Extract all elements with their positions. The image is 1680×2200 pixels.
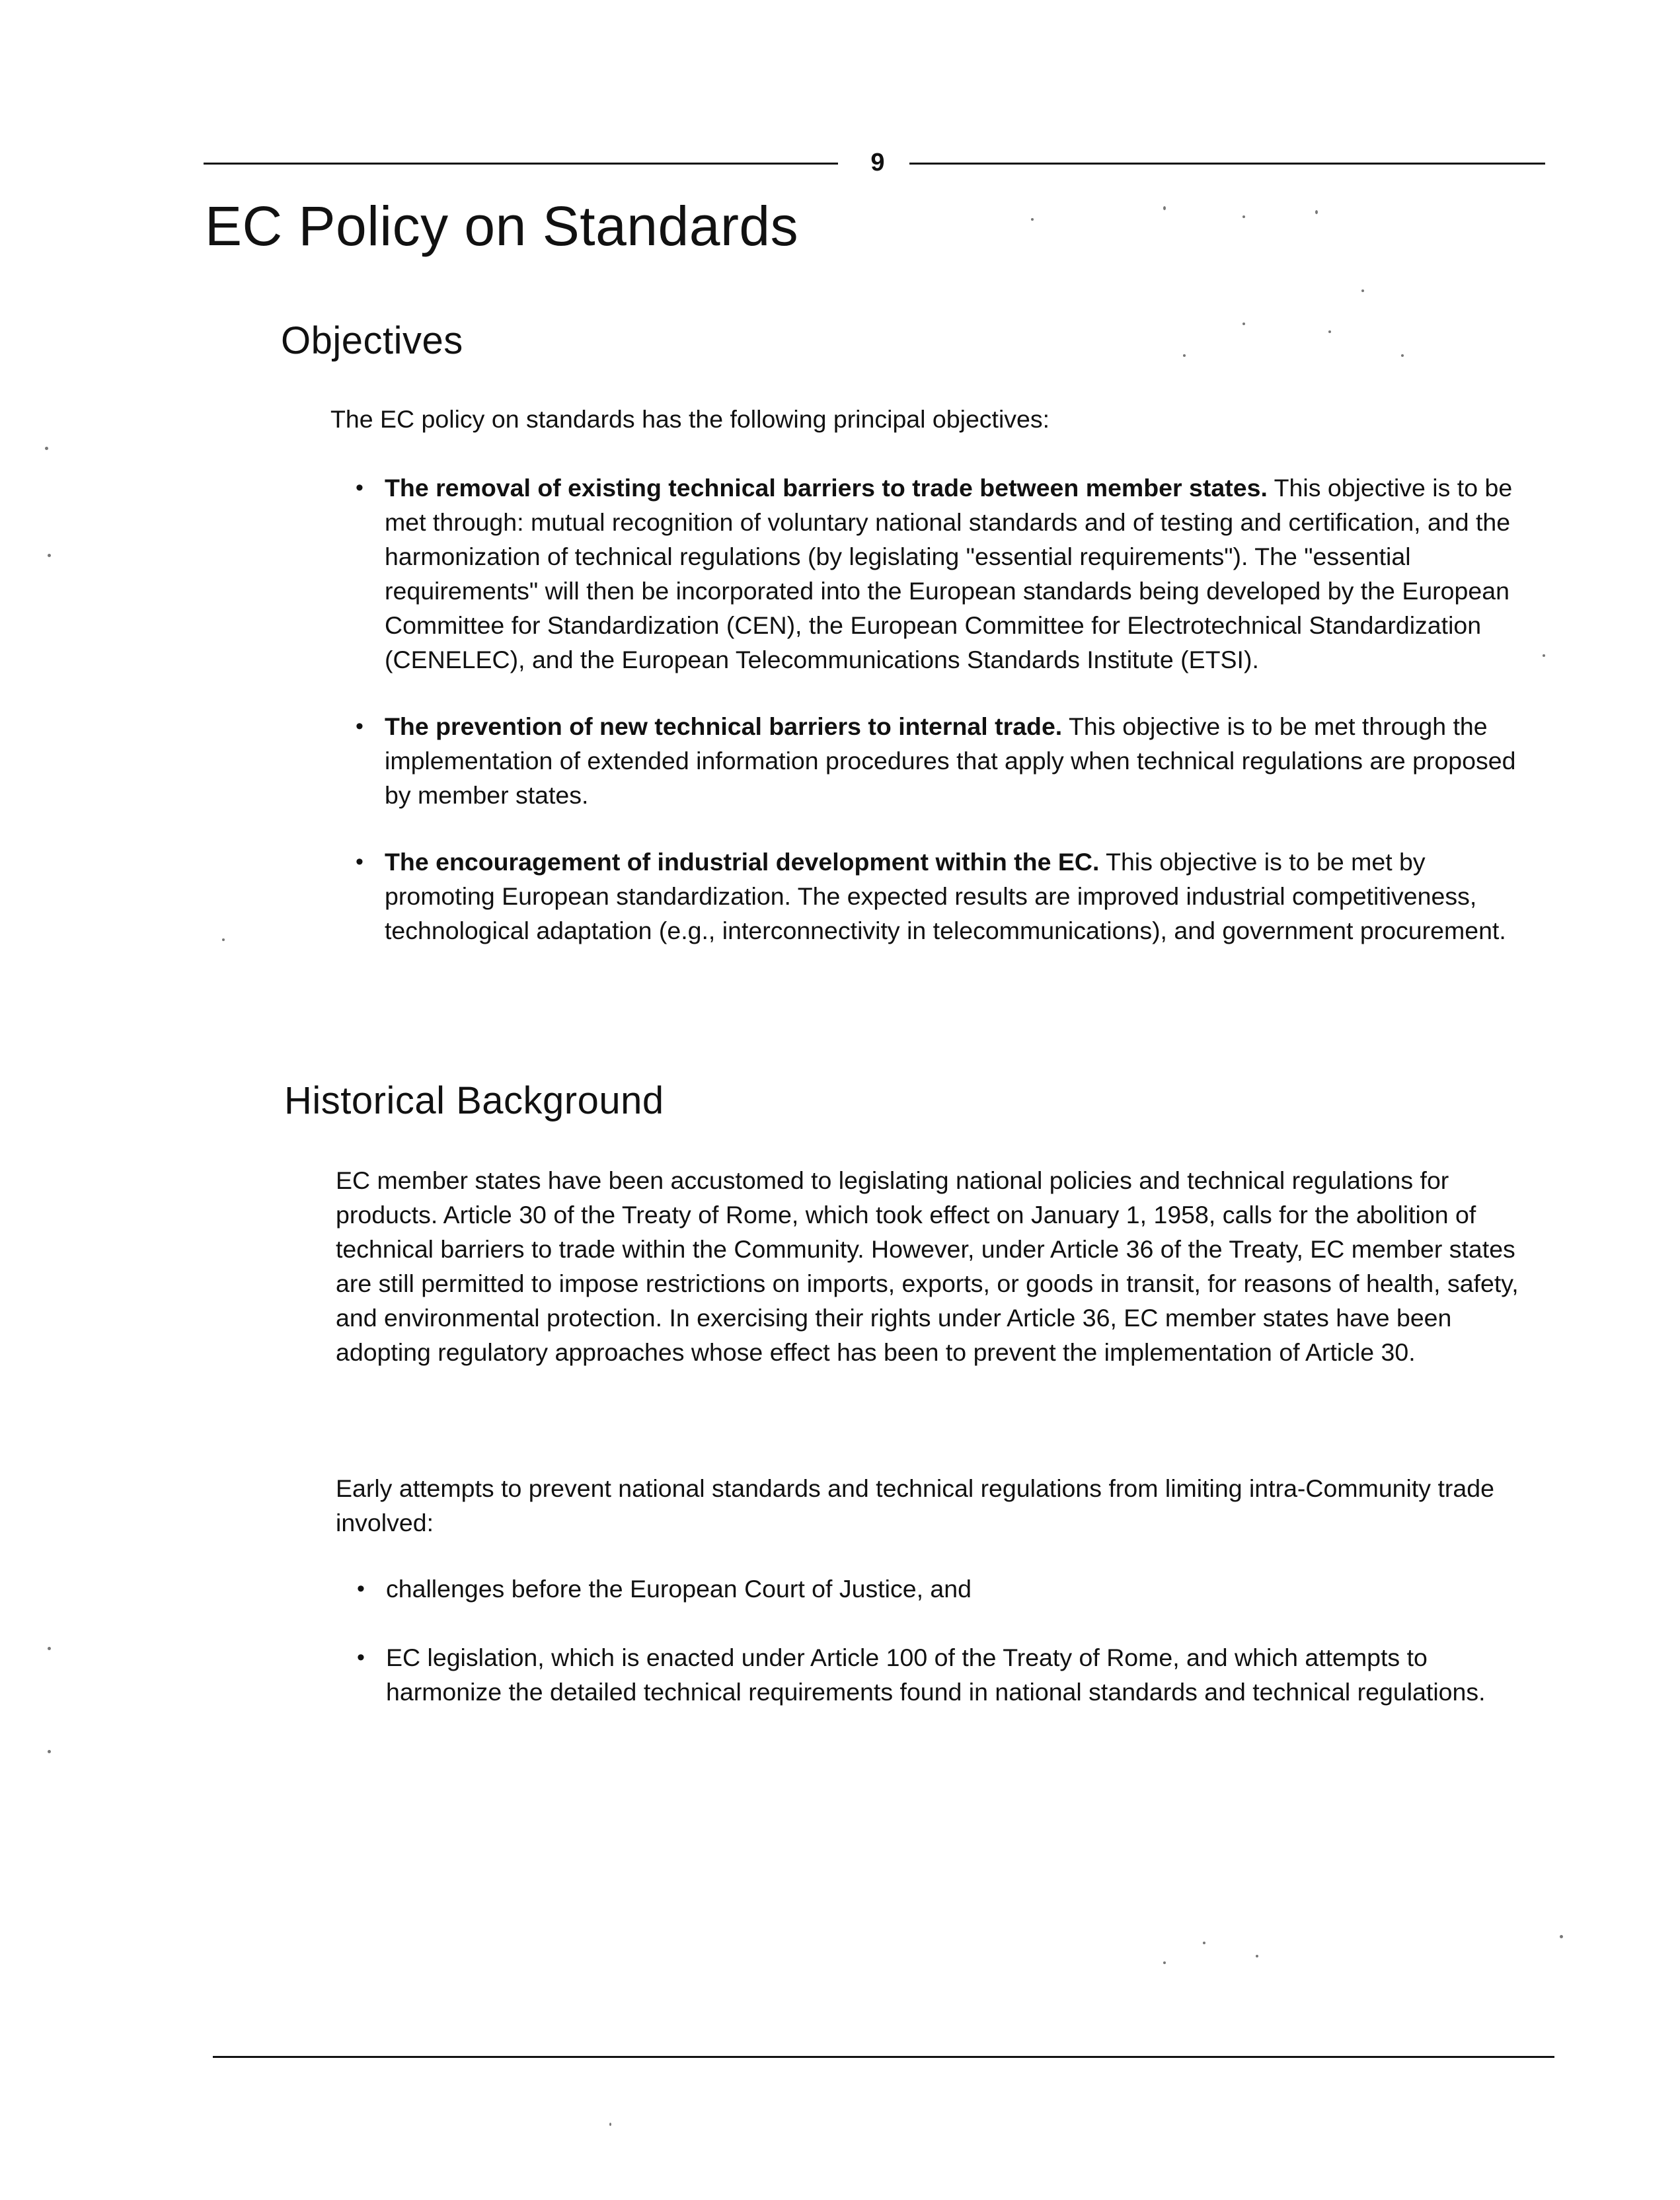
scan-speck: [1183, 354, 1186, 357]
objective-lead: The encouragement of industrial development within the EC.: [385, 848, 1100, 876]
historical-paragraph-2: Early attempts to prevent national standards and technical regulations from limiting intra-Community trade involved:: [336, 1474, 1494, 1536]
historical-background-heading: Historical Background: [284, 1079, 664, 1122]
historical-item-1: [357, 1572, 1540, 1606]
bullet-dot-icon: •: [356, 714, 363, 739]
scan-speck: [1361, 289, 1364, 292]
scan-speck: [609, 2123, 611, 2126]
scan-speck: [1543, 654, 1545, 657]
scan-speck: [45, 447, 48, 450]
scan-speck: [1031, 218, 1034, 221]
header-rule-left-line: [204, 163, 838, 165]
scan-speck: [1256, 1955, 1258, 1957]
scan-speck: [1163, 206, 1166, 210]
scan-speck: [1242, 215, 1245, 218]
objective-item-3: [356, 845, 1541, 948]
scan-speck: [48, 1647, 51, 1650]
objectives-intro: The EC policy on standards has the following principal objectives:: [330, 405, 1050, 433]
scan-speck: [1203, 1942, 1205, 1944]
header-rule-right-line: [909, 163, 1545, 165]
objective-lead: The removal of existing technical barriers to trade between member states.: [385, 474, 1268, 502]
historical-item-text: EC legislation, which is enacted under Article 100 of the Treaty of Rome, and which attempts to harmonize the detailed technical requirements found in national standards and technical regulations.: [386, 1644, 1486, 1706]
objectives-bullet-list: [356, 471, 1541, 948]
scan-speck: [1560, 1935, 1563, 1938]
objectives-heading: Objectives: [281, 319, 463, 362]
bullet-dot-icon: •: [356, 849, 363, 874]
bullet-dot-icon: •: [357, 1576, 365, 1601]
historical-item-2: [357, 1640, 1540, 1709]
scan-speck: [48, 1750, 51, 1753]
objective-text: This objective is to be met by promoting European standardization. The expected results are improved industrial competitiveness, technological adaptation (e.g., interconnectivity in telecommunications), and government procurement.: [385, 848, 1506, 944]
objective-lead: The prevention of new technical barriers to internal trade.: [385, 712, 1063, 740]
objective-text: This objective is to be met through the implementation of extended information procedures that apply when technical regulations are proposed by member states.: [385, 712, 1516, 809]
historical-item-text: challenges before the European Court of Justice, and: [386, 1575, 972, 1603]
footer-rule: [213, 2056, 1554, 2058]
page-number: 9: [870, 149, 885, 176]
bullet-dot-icon: •: [356, 475, 363, 500]
objective-item-2: [356, 709, 1541, 812]
historical-paragraph-1: EC member states have been accustomed to legislating national policies and technical regulations for products. Article 30 of the Treaty of Rome, which took effect on January 1, 1958, calls for the abolition of technical barriers to trade within the Community. However, under Article 36 of the Treaty, EC member states are still permitted to impose restrictions on imports, exports, or goods in transit, for reasons of health, safety, and environmental protection. In exercising their rights under Article 36, EC member states have been adopting regulatory approaches whose effect has been to prevent the implementation of Article 30.: [336, 1166, 1519, 1366]
historical-bullet-list: [357, 1572, 1540, 1709]
scan-speck: [1328, 330, 1331, 333]
page-title: EC Policy on Standards: [205, 195, 799, 257]
scan-speck: [1163, 1961, 1166, 1964]
objective-item-1: [356, 471, 1541, 677]
scan-speck: [1315, 210, 1318, 214]
scan-speck: [1401, 354, 1404, 357]
scan-speck: [1242, 322, 1245, 325]
bullet-dot-icon: •: [357, 1645, 365, 1670]
scan-speck: [48, 554, 51, 557]
scan-speck: [222, 938, 225, 941]
objective-text: This objective is to be met through: mutual recognition of voluntary national standards and of testing and certification, and the harmonization of technical regulations (by legislating "essential requirements"). The "essential requirements" will then be incorporated into the European standards being developed by the European Committee for Standardization (CEN), the European Committee for Electrotechnical Standardization (CENELEC), and the European Telecommunications Standards Institute (ETSI).: [385, 474, 1513, 673]
